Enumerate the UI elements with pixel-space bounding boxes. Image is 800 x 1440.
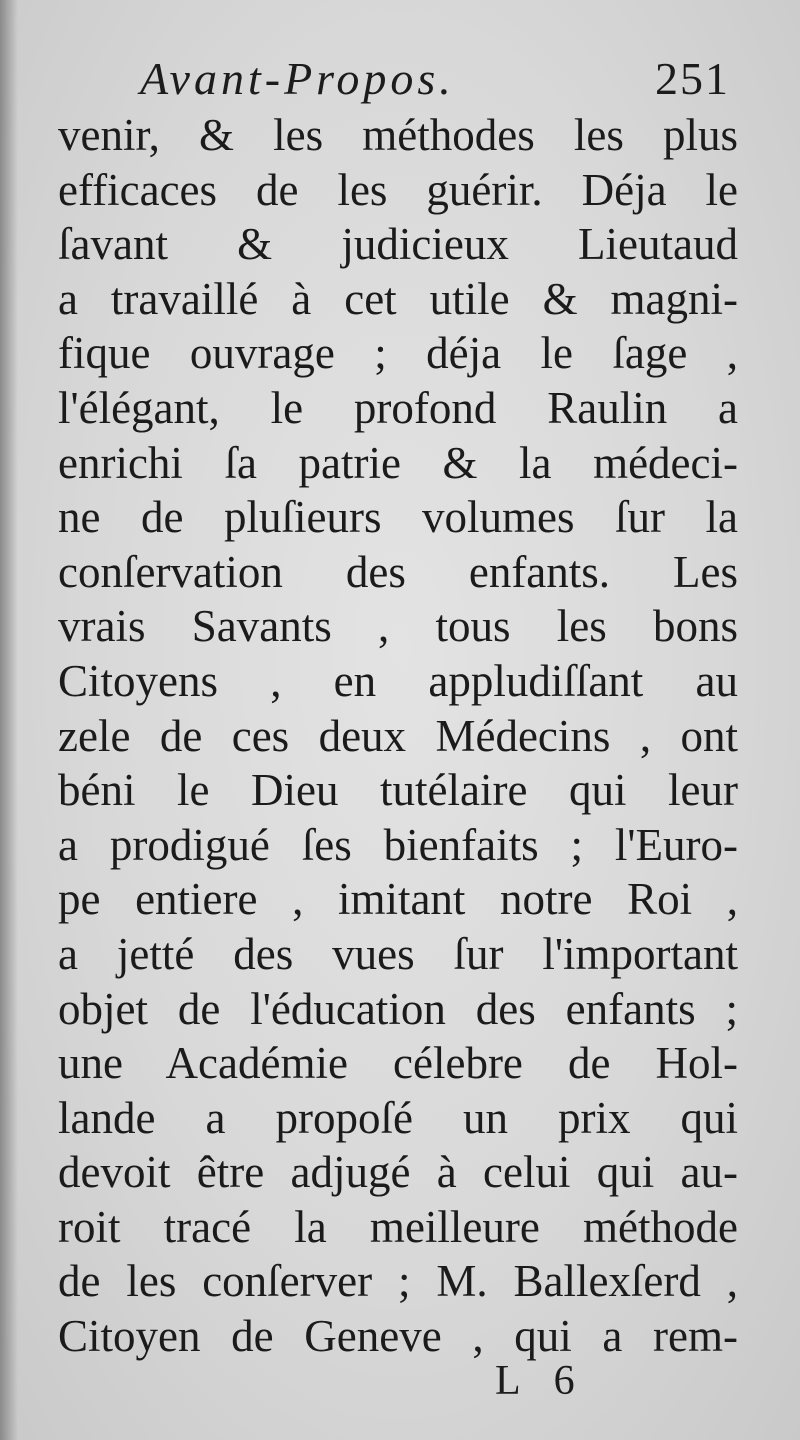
- text-line: vrais Savants , tous les bons: [58, 601, 738, 652]
- text-line: l'élégant, le profond Raulin a: [58, 382, 738, 433]
- page-header: [140, 50, 740, 108]
- text-line: pe entiere , imitant notre Roi ,: [58, 874, 738, 925]
- running-head: Avant-Propos.: [140, 53, 455, 104]
- text-line: conſervation des enfants. Les: [58, 546, 738, 597]
- text-line: venir, & les méthodes les plus: [58, 110, 738, 160]
- text-line: béni le Dieu tutélaire qui leur: [58, 765, 738, 816]
- text-line: objet de l'éducation des enfants ;: [58, 983, 738, 1034]
- text-line: devoit être adjugé à celui qui au-: [58, 1147, 738, 1198]
- text-line: Citoyen de Geneve , qui a rem-: [58, 1311, 738, 1362]
- text-line: fique ouvrage ; déja le ſage ,: [58, 328, 738, 379]
- text-line: une Académie célebre de Hol-: [58, 1038, 738, 1089]
- text-line: Citoyens , en appludiſſant au: [58, 655, 738, 706]
- text-line: a jetté des vues ſur l'important: [58, 928, 738, 979]
- text-line: de les conſerver ; M. Ballexſerd ,: [58, 1256, 738, 1307]
- text-line: ſavant & judicieux Lieutaud: [58, 219, 738, 270]
- page-number: 251: [655, 53, 730, 104]
- text-line: a prodigué ſes bienfaits ; l'Euro-: [58, 819, 738, 870]
- text-line: zele de ces deux Médecins , ont: [58, 710, 738, 761]
- text-line: a travaillé à cet utile & magni-: [58, 273, 738, 324]
- gutter-shadow: [0, 0, 18, 1440]
- signature-mark: L 6: [495, 1358, 587, 1404]
- text-line: efficaces de les guérir. Déja le: [58, 164, 738, 215]
- text-line: lande a propoſé un prix qui: [58, 1092, 738, 1143]
- text-line: roit tracé la meilleure méthode: [58, 1201, 738, 1252]
- text-line: ne de pluſieurs volumes ſur la: [58, 492, 738, 543]
- body-text: [58, 108, 738, 1364]
- text-line: enrichi ſa patrie & la médeci-: [58, 437, 738, 488]
